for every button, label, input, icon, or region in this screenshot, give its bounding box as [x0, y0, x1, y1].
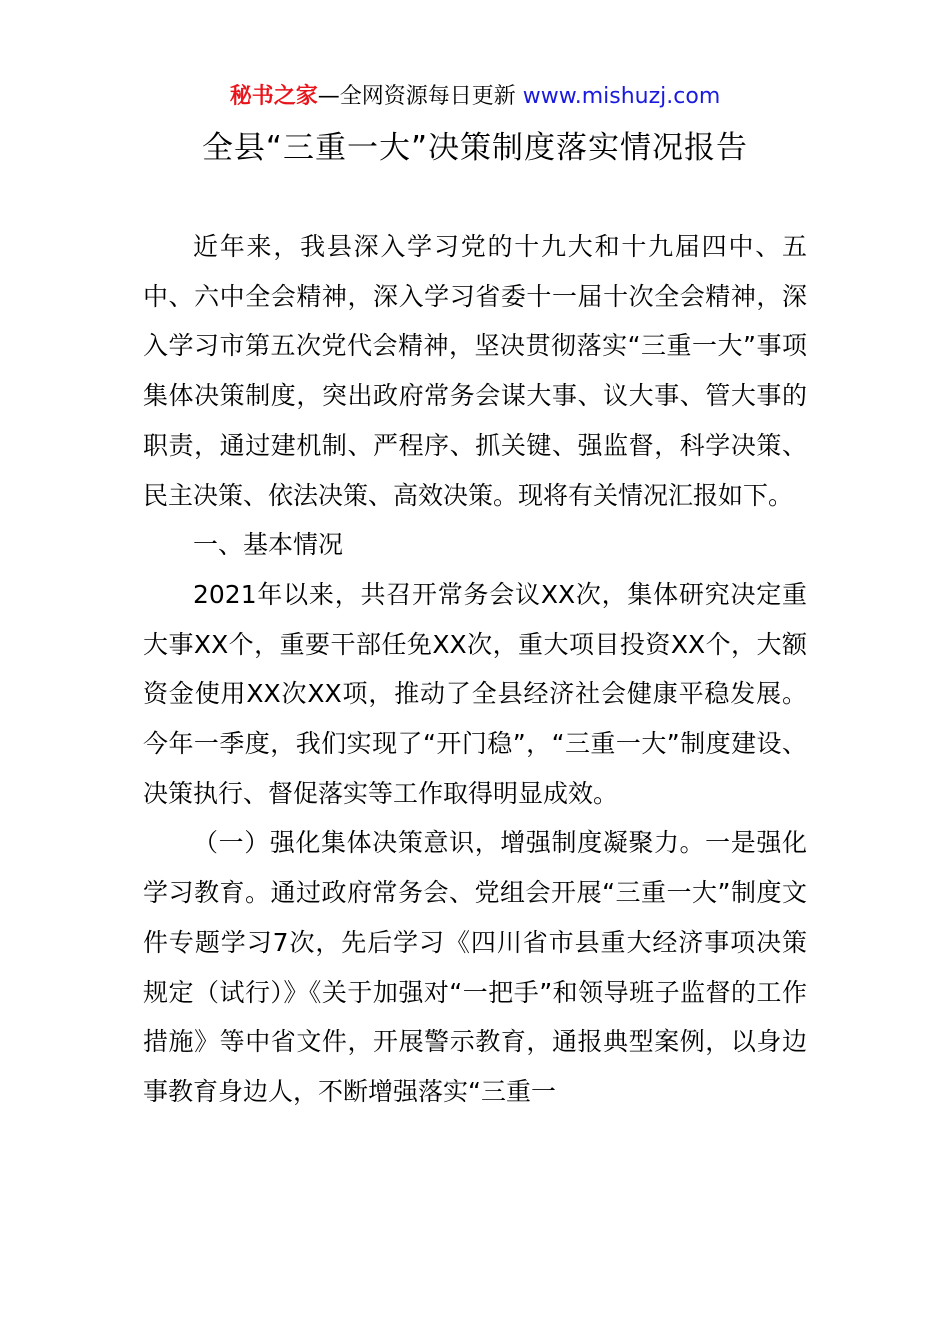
brand-name: 秘书之家 — [229, 84, 318, 109]
section-heading-basic-situation: 一、基本情况 — [193, 530, 344, 560]
site-tagline: —全网资源每日更新 — [317, 84, 516, 109]
document-body — [143, 222, 807, 1117]
site-header — [0, 82, 950, 112]
basic-situation-paragraph: 2021年以来，共召开常务会议XX次，集体研究决定重大事XX个，重要干部任免XX次，重大项目投资XX个，大额资金使用XX次XX项，推动了全县经济社会健康平稳发展。今年一季度，我们实现了“开门稳”，“三重一大”制度建设、决策执行、督促落实等工作取得明显成效。 — [143, 579, 807, 808]
site-url-link[interactable]: www.mishuzj.com — [522, 84, 721, 109]
subsection-paragraph-1: （一）强化集体决策意识，增强制度凝聚力。一是强化学习教育。通过政府常务会、党组会开展“三重一大”制度文件专题学习7次，先后学习《四川省市县重大经济事项决策规定（试行）》《关于加强对“一把手”和领导班子监督的工作措施》等中省文件，开展警示教育，通报典型案例，以身边事教育身边人，不断增强落实“三重一 — [143, 828, 807, 1106]
document-title: 全县“三重一大”决策制度落实情况报告 — [201, 130, 749, 166]
intro-paragraph: 近年来，我县深入学习党的十九大和十九届四中、五中、六中全会精神，深入学习省委十一届十次全会精神，深入学习市第五次党代会精神，坚决贯彻落实“三重一大”事项集体决策制度，突出政府常务会谋大事、议大事、管大事的职责，通过建机制、严程序、抓关键、强监督，科学决策、民主决策、依法决策、高效决策。现将有关情况汇报如下。 — [143, 232, 807, 510]
